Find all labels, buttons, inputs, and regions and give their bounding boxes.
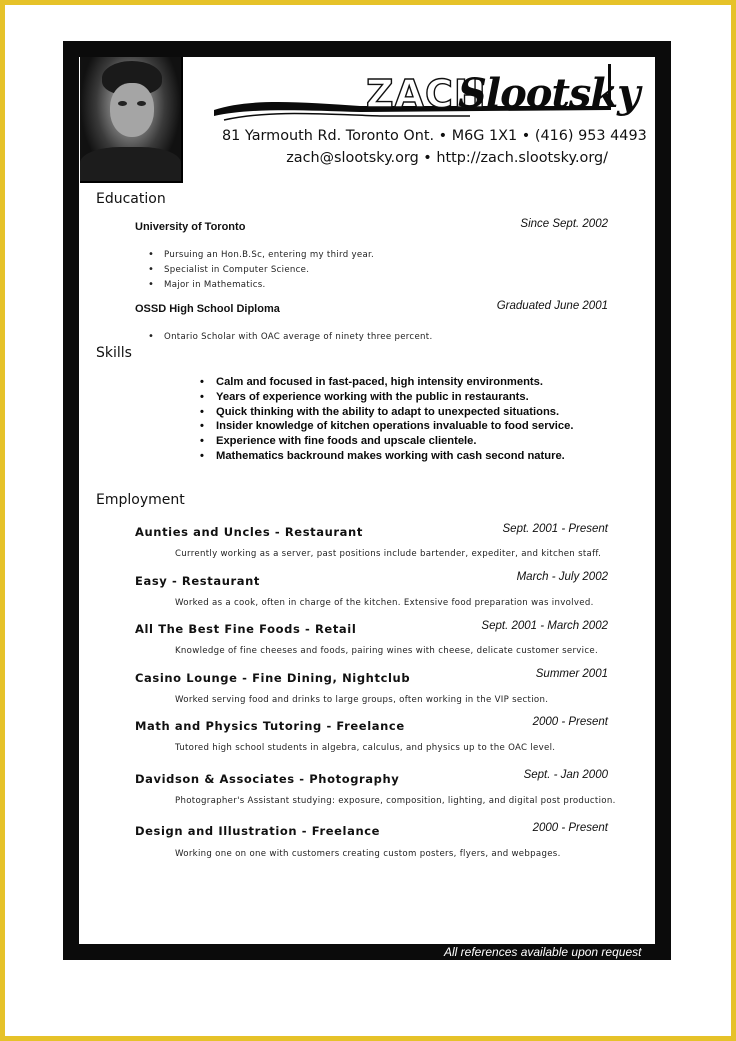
name-last: Slootsky [458, 70, 640, 117]
profile-photo [80, 57, 183, 183]
photo-face [110, 83, 154, 137]
skill-item: • Quick thinking with the ability to adapt to unexpected situations. [200, 405, 573, 420]
job-description: Worked serving food and drinks to large groups, often working in the VIP section. [175, 695, 549, 705]
job-date: Sept. - Jan 2000 [523, 769, 608, 781]
education-entry-title: OSSD High School Diploma [135, 303, 280, 315]
footer-references: All references available upon request [444, 945, 642, 959]
skill-item: • Mathematics backround makes working with cash second nature. [200, 449, 573, 464]
education-entry-date: Since Sept. 2002 [520, 218, 608, 230]
job-title: Easy - Restaurant [135, 574, 260, 588]
skill-item: • Calm and focused in fast-paced, high intensity environments. [200, 375, 573, 390]
job-description: Worked as a cook, often in charge of the kitchen. Extensive food preparation was involved. [175, 598, 594, 608]
job-description: Photographer's Assistant studying: exposure, composition, lighting, and digital post production. [175, 796, 616, 806]
photo-eye-left [118, 101, 127, 106]
education-bullets [148, 247, 374, 292]
job-date: 2000 - Present [532, 822, 608, 834]
name-logo [210, 64, 640, 134]
job-date: Summer 2001 [535, 668, 608, 680]
education-bullets [148, 329, 433, 344]
job-title: Aunties and Uncles - Restaurant [135, 525, 363, 539]
job-title: Casino Lounge - Fine Dining, Nightclub [135, 671, 411, 685]
list-item: • Specialist in Computer Science. [148, 262, 374, 277]
job-description: Tutored high school students in algebra, calculus, and physics up to the OAC level. [175, 743, 556, 753]
list-item: • Ontario Scholar with OAC average of ninety three percent. [148, 329, 433, 344]
employment-heading: Employment [96, 492, 185, 508]
skill-item: • Experience with fine foods and upscale clientele. [200, 434, 573, 449]
job-description: Knowledge of fine cheeses and foods, pairing wines with cheese, delicate customer service. [175, 646, 598, 656]
photo-eye-right [137, 101, 146, 106]
contact-line: zach@slootsky.org • http://zach.slootsky.org/ [286, 150, 608, 166]
skills-heading: Skills [96, 345, 132, 361]
address-line: 81 Yarmouth Rd. Toronto Ont. • M6G 1X1 • (416) 953 4493 [222, 128, 647, 144]
education-entry-date: Graduated June 2001 [496, 300, 608, 312]
list-item: • Pursuing an Hon.B.Sc, entering my third year. [148, 247, 374, 262]
job-date: Sept. 2001 - March 2002 [481, 620, 608, 632]
photo-shirt [80, 147, 181, 183]
list-item: • Major in Mathematics. [148, 277, 374, 292]
job-description: Working one on one with customers creating custom posters, flyers, and webpages. [175, 849, 561, 859]
job-date: March - July 2002 [516, 571, 608, 583]
job-title: Math and Physics Tutoring - Freelance [135, 719, 405, 733]
job-date: 2000 - Present [532, 716, 608, 728]
skill-item: • Insider knowledge of kitchen operations invaluable to food service. [200, 419, 573, 434]
name-first: ZACH [366, 72, 487, 116]
skills-list [200, 375, 573, 464]
job-date: Sept. 2001 - Present [502, 523, 608, 535]
education-heading: Education [96, 191, 166, 207]
job-description: Currently working as a server, past positions include bartender, expediter, and kitchen staff. [175, 549, 602, 559]
job-title: Davidson & Associates - Photography [135, 772, 400, 786]
job-title: All The Best Fine Foods - Retail [135, 622, 357, 636]
job-title: Design and Illustration - Freelance [135, 824, 381, 838]
education-entry-title: University of Toronto [135, 221, 246, 233]
skill-item: • Years of experience working with the public in restaurants. [200, 390, 573, 405]
